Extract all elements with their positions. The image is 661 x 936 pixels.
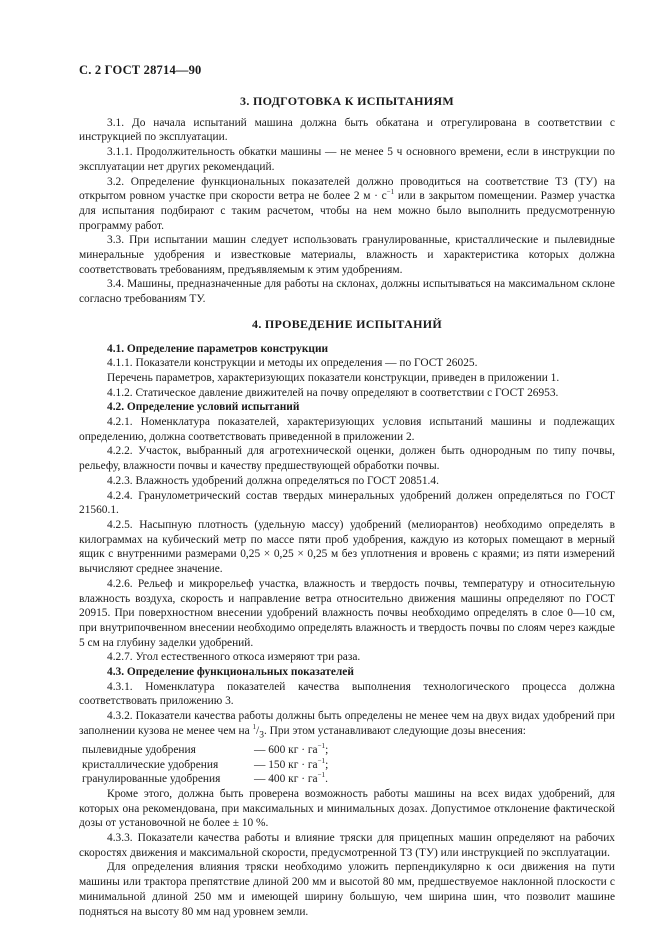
dose-row bbox=[79, 758, 615, 773]
subheading-4-3: 4.3. Определение функциональных показателей bbox=[107, 666, 354, 679]
paragraph-4-3-1: 4.3.1. Номенклатура показателей качества выполнения технологического процесса должна соответствовать приложению 3. bbox=[79, 680, 615, 708]
subheading-4-2: 4.2. Определение условий испытаний bbox=[107, 401, 300, 414]
section-3-title: 3. ПОДГОТОВКА К ИСПЫТАНИЯМ bbox=[240, 94, 454, 108]
dose-name: гранулированные удобрения bbox=[82, 773, 221, 786]
dose-value-text: — 400 кг · га bbox=[254, 773, 318, 786]
paragraph-3-2-text-b: или в закрытом помещении. Размер участка для испытания подбирают с таким расчетом, чтобы на нем можно было выполнить предусмотренную программу работ. bbox=[79, 190, 615, 232]
paragraph-4-1-1-b: Перечень параметров, характеризующих показатели конструкции, приведен в приложении 1. bbox=[107, 371, 560, 384]
dose-value-text: — 600 кг · га bbox=[254, 743, 318, 756]
fraction-denominator: 3 bbox=[259, 730, 264, 741]
paragraph-4-1-1: 4.1.1. Показатели конструкции и методы их определения — по ГОСТ 26025. bbox=[107, 357, 478, 370]
paragraph-4-1-2: 4.1.2. Статическое давление движителей на почву определяют в соответствии с ГОСТ 26953. bbox=[107, 386, 559, 399]
superscript: −1 bbox=[317, 756, 326, 765]
paragraph-3-2-text-a: 3.2. Определение функциональных показателей должно проводиться на соответствие ТЗ (ТУ) на открытом ровном участке при скорости ветра не более 2 м · с bbox=[79, 175, 615, 203]
paragraph-4-3-2 bbox=[79, 709, 615, 743]
paragraph-4-3-2-text-c: . При этом устанавливают следующие дозы внесения: bbox=[263, 724, 526, 737]
paragraph-4-3-3-b: Для определения влияния тряски необходимо уложить перпендикулярно к оси движения на пути машины или трактора препятствие длиной 200 мм и высотой 80 мм, предшествуемое наклонной плоскости с минимальной длиной 250 мм и имеющей ширину большую, чем ширина шин, что позволит машине подняться на высоту 80 мм над уровнем земли. bbox=[79, 861, 615, 918]
paragraph-4-2-4: 4.2.4. Гранулометрический состав твердых минеральных удобрений должен определяться по ГОСТ 21560.1. bbox=[79, 489, 615, 517]
paragraph-3-2 bbox=[79, 175, 615, 234]
dose-row bbox=[79, 743, 615, 758]
paragraph-3-4: 3.4. Машины, предназначенные для работы на склонах, должны испытываться на максимальном склоне согласно требованиям ТУ. bbox=[79, 278, 615, 306]
dose-value bbox=[254, 743, 328, 758]
doses-list bbox=[79, 743, 615, 787]
dose-name: кристаллические удобрения bbox=[82, 758, 219, 771]
dose-value-text: — 150 кг · га bbox=[254, 758, 318, 771]
paragraph-4-2-3: 4.2.3. Влажность удобрений должна определяться по ГОСТ 20851.4. bbox=[107, 474, 439, 487]
paragraph-4-3-3: 4.3.3. Показатели качества работы и влияние тряски для прицепных машин определяют на рабочих скоростях движения и максимальной скорости, предусмотренной ТЗ (ТУ) или инструкцией по эксплуатации. bbox=[79, 831, 615, 859]
paragraph-3-1-1: 3.1.1. Продолжительность обкатки машины — не менее 5 ч основного времени, если в инструкции по эксплуатации нет других рекомендаций. bbox=[79, 146, 615, 173]
dose-end: ; bbox=[325, 743, 329, 756]
dose-row bbox=[79, 772, 615, 787]
superscript: −1 bbox=[386, 188, 395, 197]
paragraph-4-2-5: 4.2.5. Насыпную плотность (удельную массу) удобрений (мелиорантов) необходимо определять в килограммах на кубический метр по массе пяти проб удобрения, каждую из которых помещают в мерный ящик с внутренними размерами 0,25 × 0,25 × 0,25 м без уплотнения и вровень с краями; из пяти измерений вычисляют среднее значение. bbox=[79, 518, 615, 576]
paragraph-4-2-7: 4.2.7. Угол естественного откоса измеряют три раза. bbox=[107, 651, 361, 664]
superscript: −1 bbox=[317, 771, 326, 780]
dose-value bbox=[254, 758, 328, 773]
page-header: С. 2 ГОСТ 28714—90 bbox=[79, 63, 202, 77]
paragraph-4-2-2: 4.2.2. Участок, выбранный для агротехнической оценки, должен быть однородным по типу почвы, рельефу, влажности почвы и качеству предшествующей обработки почвы. bbox=[79, 445, 615, 473]
dose-end: . bbox=[325, 773, 328, 786]
page-content bbox=[79, 94, 615, 919]
section-4-title: 4. ПРОВЕДЕНИЕ ИСПЫТАНИЙ bbox=[252, 316, 442, 331]
paragraph-3-1: 3.1. До начала испытаний машина должна быть обкатана и отрегулирована в соответствии с инструкцией по эксплуатации. bbox=[79, 116, 615, 144]
fraction-slash: / bbox=[256, 724, 260, 737]
dose-end: ; bbox=[325, 758, 329, 771]
paragraph-4-3-2-c: Кроме этого, должна быть проверена возможность работы машины на всех видах удобрений, для которых она рекомендована, при максимальных и минимальных дозах. Допустимое отклонение фактической дозы от установочной не более ± 10 %. bbox=[79, 787, 615, 830]
paragraph-3-3: 3.3. При испытании машин следует использовать гранулированные, кристаллические и пылевидные минеральные удобрения и известковые материалы, влажность и характеристика которых должна соответствовать требованиям, предъявляемым к этим удобрениям. bbox=[79, 234, 615, 276]
paragraph-4-2-1: 4.2.1. Номенклатура показателей, характеризующих условия испытаний машины и подлежащих определению, должна соответствовать приведенной в приложении 2. bbox=[79, 416, 615, 443]
fraction-numerator: 1 bbox=[252, 723, 257, 732]
subheading-4-1: 4.1. Определение параметров конструкции bbox=[107, 342, 329, 355]
paragraph-4-3-2-text-a: 4.3.2. Показатели качества работы должны быть определены не менее чем на двух видах удобрений при заполнении кузова не менее чем на bbox=[79, 710, 615, 737]
paragraph-4-2-6: 4.2.6. Рельеф и микрорельеф участка, влажность и твердость почвы, температуру и относительную влажность воздуха, скорость и направление ветра относительно движения машины определяют по ГОСТ 20915. При поверхностном внесении удобрений влажность почвы необходимо определять в слое 0—10 см, при внутрипочвенном внесении необходимо определять влажность и твердость почвы по слоям через каждые 5 см на глубину заделки удобрений. bbox=[79, 577, 615, 649]
dose-value bbox=[254, 772, 328, 787]
dose-name: пылевидные удобрения bbox=[82, 743, 196, 756]
superscript: −1 bbox=[317, 742, 326, 751]
